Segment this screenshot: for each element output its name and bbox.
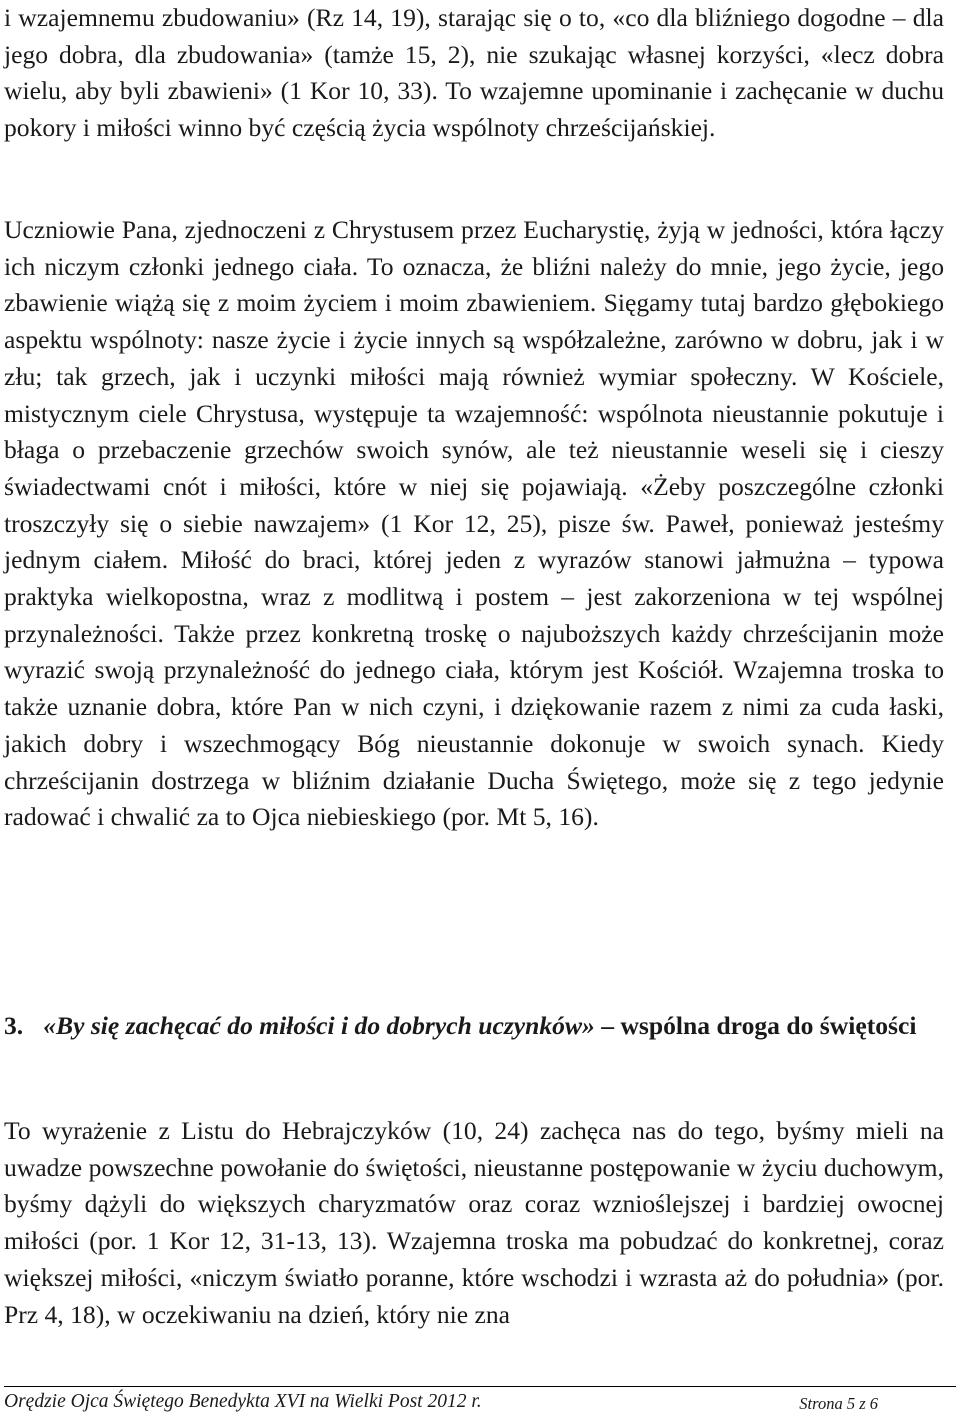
section-number: 3.	[4, 1011, 24, 1040]
page-footer	[4, 1386, 956, 1421]
footer-title: Orędzie Ojca Świętego Benedykta XVI na Wielki Post 2012 r.	[4, 1391, 482, 1412]
paragraph-continuation: i wzajemnemu zbudowaniu» (Rz 14, 19), starając się o to, «co dla bliźniego dogodne – dla jego dobra, dla zbudowania» (tamże 15, 2), nie szukając własnej korzyści, «lecz dobra wielu, aby byli zbawieni» (1 Kor 10, 33). To wzajemne upominanie i zachęcanie w duchu pokory i miłości winno być częścią życia wspólnoty chrześcijańskiej.	[4, 3, 944, 143]
section-heading-rest: – wspólna droga do świętości	[594, 1011, 917, 1040]
document-page	[4, 0, 952, 1423]
footer-page-number: Strona 5 z 6	[799, 1394, 878, 1413]
section-heading	[4, 1008, 944, 1045]
paragraph-section-body: To wyrażenie z Listu do Hebrajczyków (10, 24) zachęca nas do tego, byśmy mieli na uwadze powszechne powołanie do świętości, nieustanne postępowanie w życiu duchowym, byśmy dążyli do większych charyzmatów oraz coraz wznioślejszej i bardziej owocnej miłości (por. 1 Kor 12, 31-13, 13). Wzajemna troska ma pobudzać do konkretnej, coraz większej miłości, «niczym światło poranne, które wschodzi i wzrasta aż do południa» (por. Prz 4, 18), w oczekiwaniu na dzień, który nie zna	[4, 1116, 944, 1329]
paragraph-body: Uczniowie Pana, zjednoczeni z Chrystusem przez Eucharystię, żyją w jedności, która łączy ich niczym członki jednego ciała. To oznacza, że bliźni należy do mnie, jego życie, jego zbawienie wiążą się z moim życiem i moim zbawieniem. Sięgamy tutaj bardzo głębokiego aspektu wspólnoty: nasze życie i życie innych są współzależne, zarówno w dobru, jak i w złu; tak grzech, jak i uczynki miłości mają również wymiar społeczny. W Kościele, mistycznym ciele Chrystusa, występuje ta wzajemność: wspólnota nieustannie pokutuje i błaga o przebaczenie grzechów swoich synów, ale też nieustannie weseli się i cieszy świadectwami cnót i miłości, które w niej się pojawiają. «Żeby poszczególne członki troszczyły się o siebie nawzajem» (1 Kor 12, 25), pisze św. Paweł, ponieważ jesteśmy jednym ciałem. Miłość do braci, której jeden z wyrazów stanowi jałmużna – typowa praktyka wielkopostna, wraz z modlitwą i postem – jest zakorzeniona w tej wspólnej przynależności. Także przez konkretną troskę o najuboższych każdy chrześcijanin może wyrazić swoją przynależność do jednego ciała, którym jest Kościół. Wzajemna troska to także uznanie dobra, które Pan w nich czyni, i dziękowanie razem z nimi za cuda łaski, jakich dobry i wszechmogący Bóg nieustannie dokonuje w swoich synach. Kiedy chrześcijanin dostrzega w bliźnim działanie Ducha Świętego, może się z tego jedynie radować i chwalić za to Ojca niebieskiego (por. Mt 5, 16).	[4, 215, 944, 832]
section-heading-quote: «By się zachęcać do miłości i do dobrych uczynków»	[43, 1011, 595, 1040]
